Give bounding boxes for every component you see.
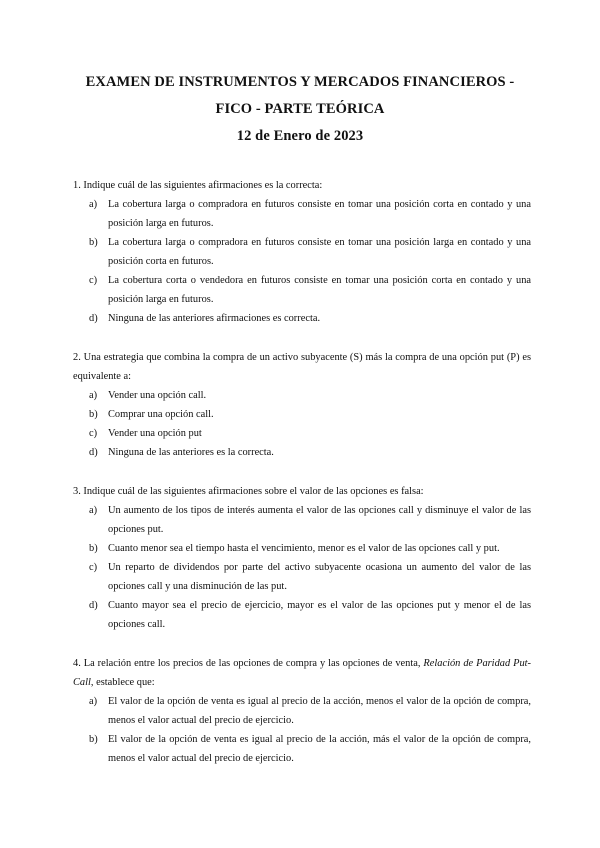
option-label: d) (89, 600, 98, 611)
option-3c (73, 558, 531, 596)
option-text: El valor de la opción de venta es igual al precio de la acción, menos el valor de la opción de compra, menos el valor actual del precio de ejercicio. (108, 696, 531, 726)
option-label: a) (89, 390, 98, 401)
option-3d (73, 596, 531, 634)
question-3-stem: 3. Indique cuál de las siguientes afirmaciones sobre el valor de las opciones es falsa: (73, 486, 424, 497)
option-1d (73, 309, 531, 328)
question-2-options (73, 386, 531, 462)
option-text: La cobertura larga o compradora en futuros consiste en tomar una posición corta en contado y una posición larga en futuros. (108, 199, 531, 229)
option-text: Comprar una opción call. (108, 409, 214, 420)
option-label: b) (89, 237, 98, 248)
option-label: b) (89, 409, 98, 420)
option-4b (73, 730, 531, 768)
option-text: Ninguna de las anteriores afirmaciones es correcta. (108, 313, 321, 324)
option-4a (73, 692, 531, 730)
option-label: c) (89, 275, 98, 286)
option-label: a) (89, 199, 98, 210)
option-label: a) (89, 696, 98, 707)
option-text: La cobertura larga o compradora en futuros consiste en tomar una posición larga en contado y una posición corta en futuros. (108, 237, 531, 267)
option-text: El valor de la opción de venta es igual al precio de la acción, más el valor de la opción de compra, menos el valor actual del precio de ejercicio. (108, 734, 531, 764)
option-text: Cuanto menor sea el tiempo hasta el vencimiento, menor es el valor de las opciones call y put. (108, 543, 500, 554)
option-label: d) (89, 313, 98, 324)
option-text: Un aumento de los tipos de interés aumenta el valor de las opciones call y disminuye el valor de las opciones put. (108, 505, 531, 535)
question-1-stem: 1. Indique cuál de las siguientes afirmaciones es la correcta: (73, 180, 323, 191)
question-4-stem-suffix: , establece que: (90, 677, 155, 688)
option-label: b) (89, 734, 98, 745)
option-label: d) (89, 447, 98, 458)
option-label: c) (89, 562, 98, 573)
option-3b (73, 539, 531, 558)
question-4-stem (73, 654, 531, 692)
exam-title-line-1: EXAMEN DE INSTRUMENTOS Y MERCADOS FINANCIEROS - (85, 74, 515, 90)
question-2 (73, 348, 531, 462)
question-1-options (73, 195, 531, 328)
question-1 (73, 176, 531, 328)
option-2a (73, 386, 531, 405)
option-label: a) (89, 505, 98, 516)
question-2-stem: 2. Una estrategia que combina la compra de un activo subyacente (S) más la compra de una opción put (P) es equivalente a: (73, 352, 531, 382)
option-text: Vender una opción put (108, 428, 202, 439)
option-3a (73, 501, 531, 539)
option-label: b) (89, 543, 98, 554)
exam-title-line-2: FICO - PARTE TEÓRICA (215, 101, 385, 117)
question-4-options (73, 692, 531, 768)
option-label: c) (89, 428, 98, 439)
option-2d (73, 443, 531, 462)
option-text: Vender una opción call. (108, 390, 207, 401)
option-text: Cuanto mayor sea el precio de ejercicio, mayor es el valor de las opciones put y menor el de las opciones call. (108, 600, 531, 630)
question-4 (73, 654, 531, 768)
exam-date: 12 de Enero de 2023 (236, 128, 364, 144)
option-1c (73, 271, 531, 309)
question-3-options (73, 501, 531, 634)
option-1b (73, 233, 531, 271)
option-text: Un reparto de dividendos por parte del activo subyacente ocasiona un aumento del valor de las opciones call y una disminución de las put. (108, 562, 531, 592)
question-3 (73, 482, 531, 634)
option-2c (73, 424, 531, 443)
option-1a (73, 195, 531, 233)
question-4-stem-italic: Relación de Paridad Put-Call (73, 658, 532, 688)
option-text: La cobertura corta o vendedora en futuros consiste en tomar una posición corta en contado y una posición larga en futuros. (108, 275, 531, 305)
question-4-stem-prefix: 4. La relación entre los precios de las opciones de compra y las opciones de venta, (73, 658, 424, 669)
option-2b (73, 405, 531, 424)
option-text: Ninguna de las anteriores es la correcta. (108, 447, 274, 458)
